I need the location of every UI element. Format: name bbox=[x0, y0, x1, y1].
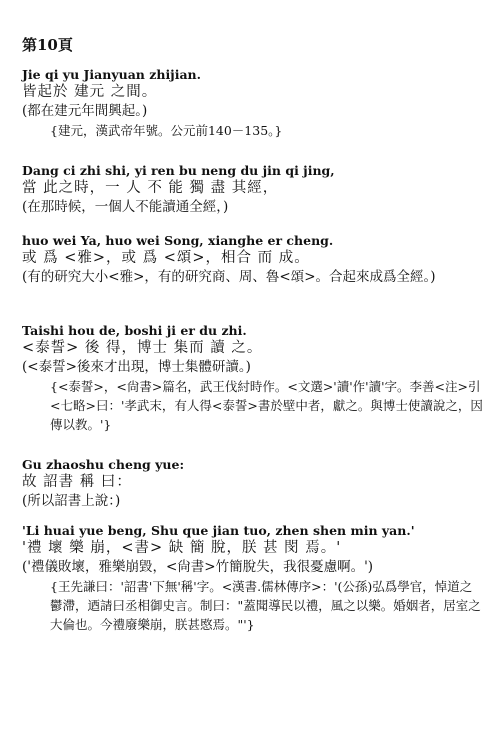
pinyin-line: Gu zhaoshu cheng yue: bbox=[22, 457, 185, 472]
passage-section bbox=[22, 232, 484, 287]
chinese-text: 或 爲 <雅>，或 爲 <頌>，相合 而 成。 bbox=[22, 250, 310, 266]
translation-text: ('禮儀敗壞，雅樂崩毀，<尙書>竹簡脫失，我很憂慮啊。') bbox=[22, 559, 374, 575]
annotation-note: {建元，漢武帝年號。公元前140－135。} bbox=[50, 123, 283, 138]
translation-text: (在那時候，一個人不能讀通全經，) bbox=[22, 199, 229, 215]
passage-section bbox=[22, 456, 484, 511]
passage-section bbox=[22, 162, 484, 217]
chinese-text: <泰誓> 後 得，博士 集而 讀 之。 bbox=[22, 340, 263, 356]
translation-text: (都在建元年間興起。) bbox=[22, 103, 148, 119]
translation-text: (<泰誓>後來才出現，博士集體研讀。) bbox=[22, 359, 251, 375]
annotation-note: {王先謙曰：'詔書'下無'稱'字。<漢書.儒林傳序>：'(公孫)弘爲學官，悼道之鬱滯，迺請曰丞相御史言。制曰："蓋聞導民以禮，風之以樂。婚姻者，居室之大倫也。今禮廢樂崩，朕甚愍焉。"'} bbox=[50, 579, 481, 632]
pinyin-line: 'Li huai yue beng, Shu que jian tuo, zhen shen min yan.' bbox=[22, 523, 415, 538]
chinese-text: '禮 壞 樂 崩，<書> 缺 簡 脫，朕 甚 閔 焉。' bbox=[22, 540, 342, 556]
pinyin-line: huo wei Ya, huo wei Song, xianghe er cheng. bbox=[22, 233, 334, 248]
chinese-text: 皆起於 建元 之間。 bbox=[22, 84, 158, 100]
passage-section bbox=[22, 322, 484, 434]
pinyin-line: Taishi hou de, boshi ji er du zhi. bbox=[22, 323, 247, 338]
annotation-note: {<泰誓>，<尙書>篇名，武王伐紂時作。<文選>'讀'作'讀'字。李善<注>引<七略>曰：'孝武末，有人得<泰誓>書於壁中者，獻之。與博士使讀說之，因傳以教。'} bbox=[50, 379, 483, 432]
pinyin-line: Dang ci zhi shi, yi ren bu neng du jin qi jing, bbox=[22, 163, 335, 178]
chinese-text: 當 此之時，一 人 不 能 獨 盡 其經， bbox=[22, 180, 279, 196]
passage-section bbox=[22, 66, 484, 140]
translation-text: (所以詔書上說：) bbox=[22, 493, 121, 509]
translation-text: (有的研究大小<雅>，有的研究商、周、魯<頌>。合起來成爲全經。) bbox=[22, 269, 436, 285]
chinese-text: 故 詔書 稱 曰： bbox=[22, 474, 132, 490]
page-number: 第10頁 bbox=[22, 36, 73, 54]
passage-section bbox=[22, 522, 484, 634]
pinyin-line: Jie qi yu Jianyuan zhijian. bbox=[22, 67, 201, 82]
